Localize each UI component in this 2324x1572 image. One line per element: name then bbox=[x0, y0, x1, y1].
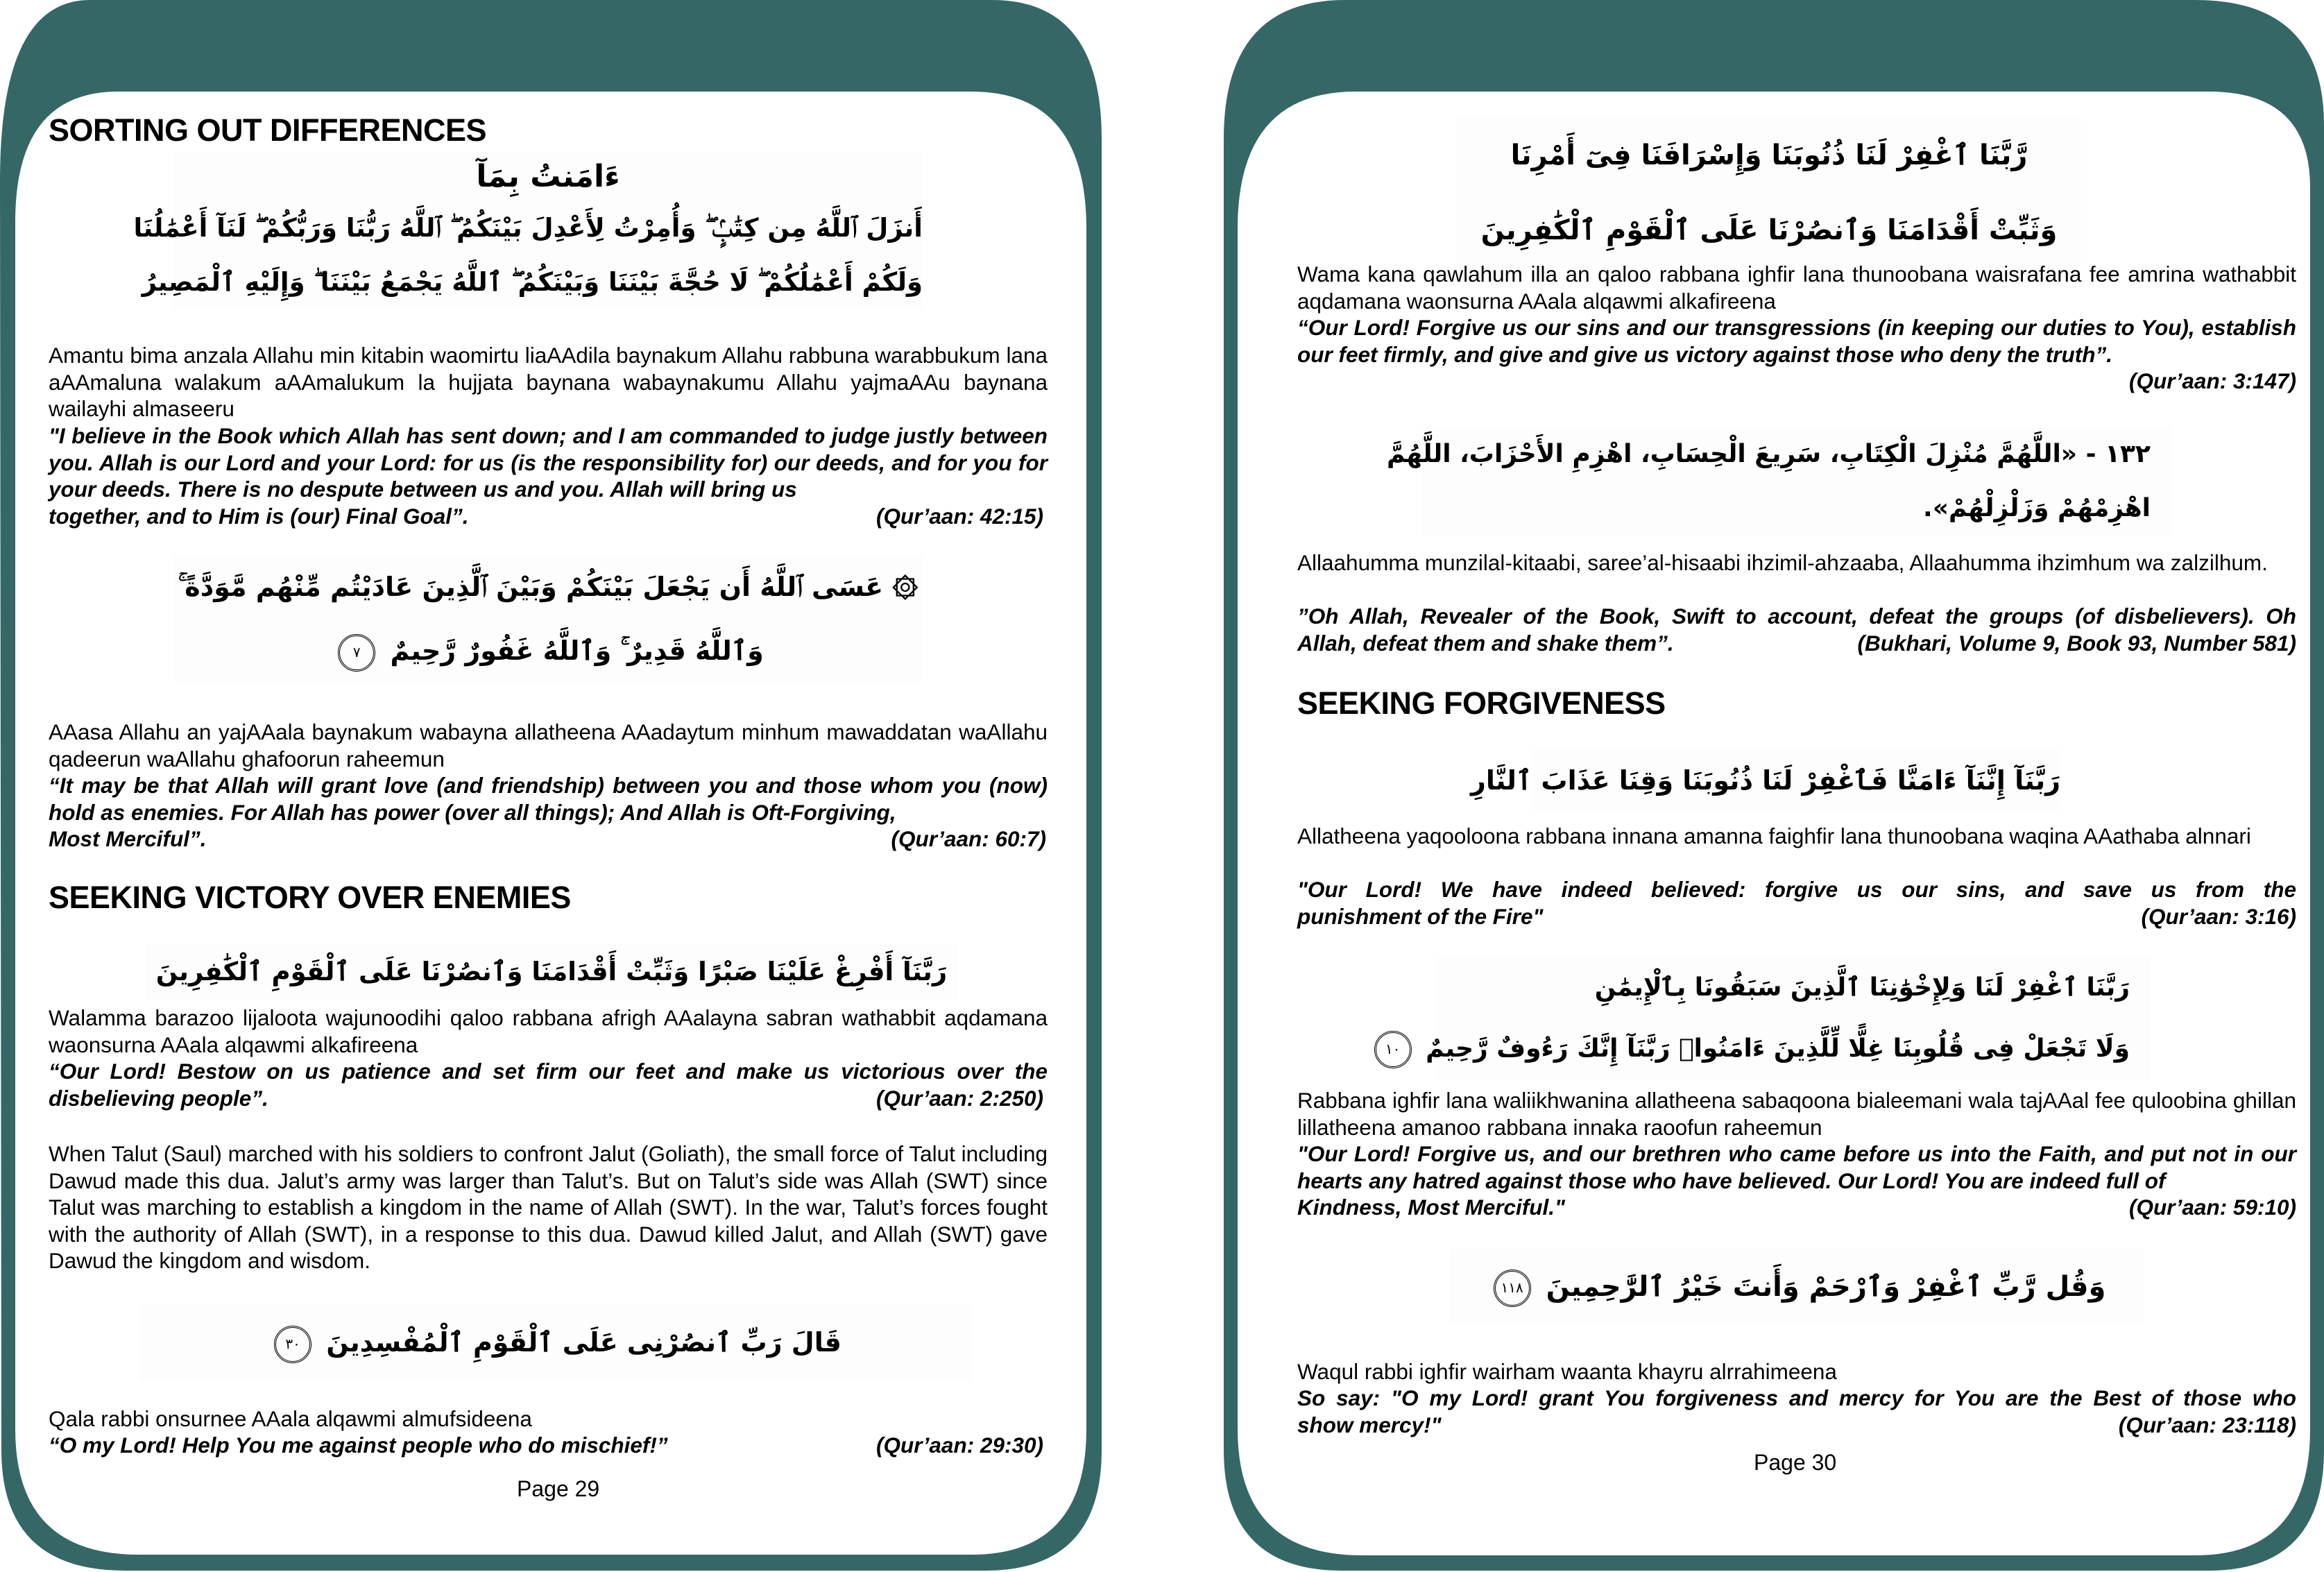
reference: (Qur’aan: 3:16) bbox=[2141, 903, 2296, 929]
translation-last-line bbox=[1297, 1412, 2296, 1439]
translation-block bbox=[49, 1058, 1048, 1111]
ayah-number-mark: ٧ bbox=[338, 634, 375, 672]
arabic-line: وَلَا تَجْعَلْ فِى قُلُوبِنَا غِلًّا لِّلَّذِينَ ءَامَنُوا۟ رَبَّنَآ إِنَّكَ رَءُوفٌ رَّحِيمٌ bbox=[1426, 1034, 2130, 1063]
translation: “It may be that Allah will grant love (and friendship) between you and those whom you (now) hold as enemies. For Allah has power (over all things); And Allah is Oft-Forgiving, bbox=[49, 773, 1048, 825]
translation-last-line bbox=[49, 826, 1048, 853]
translation-end: Allah, defeat them and shake them”. bbox=[1297, 630, 1674, 656]
arabic-verse-3-16 bbox=[1471, 749, 2060, 812]
translation-block bbox=[1297, 876, 2296, 930]
translation-block bbox=[1297, 1385, 2296, 1438]
page-number: Page 29 bbox=[517, 1476, 600, 1501]
translation-block bbox=[49, 422, 1048, 529]
transliteration: Walamma barazoo lijaloota wajunoodihi qaloo rabbana afrigh AAalayna sabran wathabbit aqdamana waonsurna AAala alqawmi alkafireena bbox=[49, 1005, 1048, 1057]
arabic-verse-59-10 bbox=[1385, 957, 2151, 1079]
translation-end: punishment of the Fire" bbox=[1297, 903, 1544, 929]
ayah-number-mark: ٣٠ bbox=[274, 1326, 311, 1363]
reference: (Qur’aan: 42:15) bbox=[876, 503, 1043, 529]
arabic-line: رَبَّنَا ٱغْفِرْ لَنَا وَلِإِخْوَٰنِنَا ٱلَّذِينَ سَبَقُونَا بِٱلْإِيمَٰنِ bbox=[1594, 973, 2130, 1002]
translation-last-line bbox=[1297, 368, 2296, 395]
translation: “O my Lord! Help You me against people who do mischief!” bbox=[49, 1433, 668, 1458]
translation-end: together, and to Him is (our) Final Goal”. bbox=[49, 503, 469, 529]
transliteration: Allatheena yaqooloona rabbana innana amanna faighfir lana thunoobana waqina AAathaba alnnari bbox=[1297, 823, 2251, 848]
translation-end: disbelieving people”. bbox=[49, 1085, 268, 1111]
translation-block bbox=[49, 772, 1048, 853]
arabic-line: ۞ عَسَى ٱللَّهُ أَن يَجْعَلَ بَيْنَكُمْ وَبَيْنَ ٱلَّذِينَ عَادَيْتُم مِّنْهُم مَّوَدَّةً ۚ bbox=[178, 572, 919, 602]
translation-last-line bbox=[49, 1085, 1048, 1112]
transliteration: Wama kana qawlahum illa an qaloo rabbana ighfir lana thunoobana waisrafana fee amrina wathabbit aqdamana waonsurna AAala alqawmi alkafireena bbox=[1297, 262, 2296, 314]
transliteration: Rabbana ighfir lana waliikhwanina allatheena sabaqoona bialeemani wala tajAAal fee quloobina ghillan lillatheena amanoo rabbana innaka raoofun raheemun bbox=[1297, 1088, 2296, 1140]
reference: (Qur’aan: 3:147) bbox=[2129, 368, 2296, 393]
arabic-line-with-mark bbox=[173, 619, 923, 683]
translation-last-line bbox=[1297, 1194, 2296, 1221]
arabic-verse-3-147 bbox=[1457, 118, 2081, 268]
translation: “Our Lord! Forgive us our sins and our transgressions (in keeping our duties to You), establish our feet firmly, and give and give us victory against those who deny the truth”. bbox=[1297, 315, 2296, 367]
arabic-line: اهْزِمْهُمْ وَزَلْزِلْهُمْ». bbox=[1923, 494, 2151, 522]
arabic-line: رَّبَّنَا ٱغْفِرْ لَنَا ذُنُوبَنَا وَإِسْرَافَنَا فِىٓ أَمْرِنَا bbox=[1510, 139, 2028, 171]
arabic-line-with-mark bbox=[1385, 1018, 2151, 1079]
translation: So say: "O my Lord! grant You forgiveness and mercy for You are the Best of those who bbox=[1297, 1385, 2296, 1410]
arabic-hadith bbox=[1387, 427, 2171, 536]
arabic-line: ءَامَنتُ بِمَآ bbox=[476, 159, 620, 194]
translation-last-line bbox=[49, 503, 1048, 530]
arabic-line: رَبَّنَآ إِنَّنَآ ءَامَنَّا فَٱغْفِرْ لَنَا ذُنُوبَنَا وَقِنَا عَذَابَ ٱلنَّارِ bbox=[1471, 765, 2060, 796]
story-paragraph: When Talut (Saul) marched with his soldiers to confront Jalut (Goliath), the small force of Talut including Dawud made this dua. Jalut’s army was larger than Talut’s. But on Talut’s side was Allah (SWT) since Talut was marching to establish a kingdom in the name of Allah (SWT). In the war, Talut’s forces fought with the authority of Allah (SWT), in a response to this dua. Dawud killed Jalut, and Allah (SWT) gave Dawud the kingdom and wisdom. bbox=[49, 1141, 1048, 1273]
translation-block bbox=[1297, 603, 2296, 656]
translation-last-line bbox=[1297, 630, 2296, 657]
arabic-line: وَلَكُمْ أَعْمَٰلُكُمْ ۖ لَا حُجَّةَ بَيْنَنَا وَبَيْنَكُمُ ۖ ٱللَّهُ يَجْمَعُ بَيْنَنَا ۖ وَإِلَيْهِ ٱلْمَصِيرُ bbox=[142, 267, 923, 297]
translation-end: Kindness, Most Merciful." bbox=[1297, 1195, 1565, 1220]
translation-last-line bbox=[1297, 903, 2296, 930]
section-heading: SEEKING FORGIVENESS bbox=[1297, 685, 1666, 721]
translation: "Our Lord! Forgive us, and our brethren who came before us into the Faith, and put not in our hearts any hatred against those who have believed. Our Lord! You are indeed full of bbox=[1297, 1141, 2296, 1193]
arabic-line: ١٣٢ - «اللَّهُمَّ مُنْزِلَ الْكِتَابِ، سَرِيعَ الْحِسَابِ، اهْزِمِ الأَحْزَابَ، اللَّهُمَّ bbox=[1387, 440, 2151, 468]
arabic-verse-42-15 bbox=[133, 153, 923, 309]
section-heading: SORTING OUT DIFFERENCES bbox=[49, 112, 487, 148]
translation: “Our Lord! Bestow on us patience and set firm our feet and make us victorious over the bbox=[49, 1059, 1048, 1084]
translation-end: Most Merciful”. bbox=[49, 826, 207, 851]
ayah-number-mark: ١٠ bbox=[1374, 1031, 1412, 1068]
arabic-line-with-mark bbox=[139, 1304, 971, 1381]
arabic-verse-2-250 bbox=[146, 943, 957, 1000]
transliteration: Waqul rabbi ighfir wairham waanta khayru alrrahimeena bbox=[1297, 1359, 1837, 1384]
transliteration: Amantu bima anzala Allahu min kitabin waomirtu liaAAdila baynakum Allahu rabbuna warabbukum lana aAAmaluna walakum aAAmalukum la hujjata baynana wabaynakumu Allahu yajmaAAu baynana wailayhi almaseeru bbox=[49, 343, 1048, 421]
reference: (Qur’aan: 60:7) bbox=[891, 826, 1046, 851]
reference: (Qur’aan: 29:30) bbox=[876, 1433, 1043, 1458]
arabic-line: وَقُل رَّبِّ ٱغْفِرْ وَٱرْحَمْ وَأَنتَ خَيْرُ ٱلرَّٰحِمِينَ bbox=[1546, 1271, 2106, 1303]
reference: (Qur’aan: 2:250) bbox=[876, 1085, 1043, 1111]
transliteration: Allaahumma munzilal-kitaabi, saree’al-hisaabi ihzimil-ahzaaba, Allaahumma ihzimhum wa zalzilhum. bbox=[1297, 550, 2268, 575]
arabic-line: رَبَّنَآ أَفْرِغْ عَلَيْنَا صَبْرًا وَثَبِّتْ أَقْدَامَنَا وَٱنصُرْنَا عَلَى ٱلْقَوْمِ ٱلْكَٰفِرِينَ bbox=[155, 957, 948, 986]
section-heading: SEEKING VICTORY OVER ENEMIES bbox=[49, 880, 571, 915]
arabic-verse-23-118 bbox=[1450, 1249, 2144, 1325]
transliteration: Qala rabbi onsurnee AAala alqawmi almufsideena bbox=[49, 1406, 532, 1431]
translation-end: show mercy!" bbox=[1297, 1412, 1442, 1437]
transliteration: AAasa Allahu an yajAAala baynakum wabayna allatheena AAadaytum minhum mawaddatan waAllahu qadeerun waAllahu ghafoorun raheemun bbox=[49, 719, 1048, 771]
arabic-line: أَنزَلَ ٱللَّهُ مِن كِتَٰبٍۢ ۖ وَأُمِرْتُ لِأَعْدِلَ بَيْنَكُمُ ۖ ٱللَّهُ رَبُّنَا وَرَبُّكُمْ ۖ لَنَآ أَعْمَٰلُنَا bbox=[133, 213, 923, 243]
page-number: Page 30 bbox=[1754, 1450, 1837, 1475]
translation: ”Oh Allah, Revealer of the Book, Swift to account, defeat the groups (of disbelievers). Oh bbox=[1297, 604, 2296, 629]
translation: "Our Lord! We have indeed believed: forgive us our sins, and save us from the bbox=[1297, 877, 2296, 902]
arabic-line: وَٱللَّهُ قَدِيرٌ ۚ وَٱللَّهُ غَفُورٌ رَّحِيمٌ bbox=[390, 635, 764, 666]
translation-block bbox=[1297, 314, 2296, 395]
arabic-line: وَثَبِّتْ أَقْدَامَنَا وَٱنصُرْنَا عَلَى ٱلْقَوْمِ ٱلْكَٰفِرِينَ bbox=[1480, 214, 2058, 246]
reference: (Bukhari, Volume 9, Book 93, Number 581) bbox=[1857, 630, 2296, 656]
reference: (Qur’aan: 59:10) bbox=[2129, 1195, 2296, 1220]
translation-last-line bbox=[49, 1432, 1048, 1459]
translation: "I believe in the Book which Allah has sent down; and I am commanded to judge justly between you. Allah is our Lord and your Lord: for us (is the responsibility for) our deeds, and for you for your deeds. There is no despute between us and you. Allah will bring us bbox=[49, 423, 1048, 502]
reference: (Qur’aan: 23:118) bbox=[2118, 1412, 2296, 1437]
arabic-verse-29-30 bbox=[139, 1304, 971, 1381]
arabic-verse-60-7 bbox=[173, 555, 923, 683]
translation-block bbox=[1297, 1140, 2296, 1221]
arabic-line-with-mark bbox=[1450, 1249, 2144, 1325]
arabic-line: قَالَ رَبِّ ٱنصُرْنِى عَلَى ٱلْقَوْمِ ٱلْمُفْسِدِينَ bbox=[326, 1327, 841, 1358]
ayah-number-mark: ١١٨ bbox=[1494, 1270, 1531, 1307]
